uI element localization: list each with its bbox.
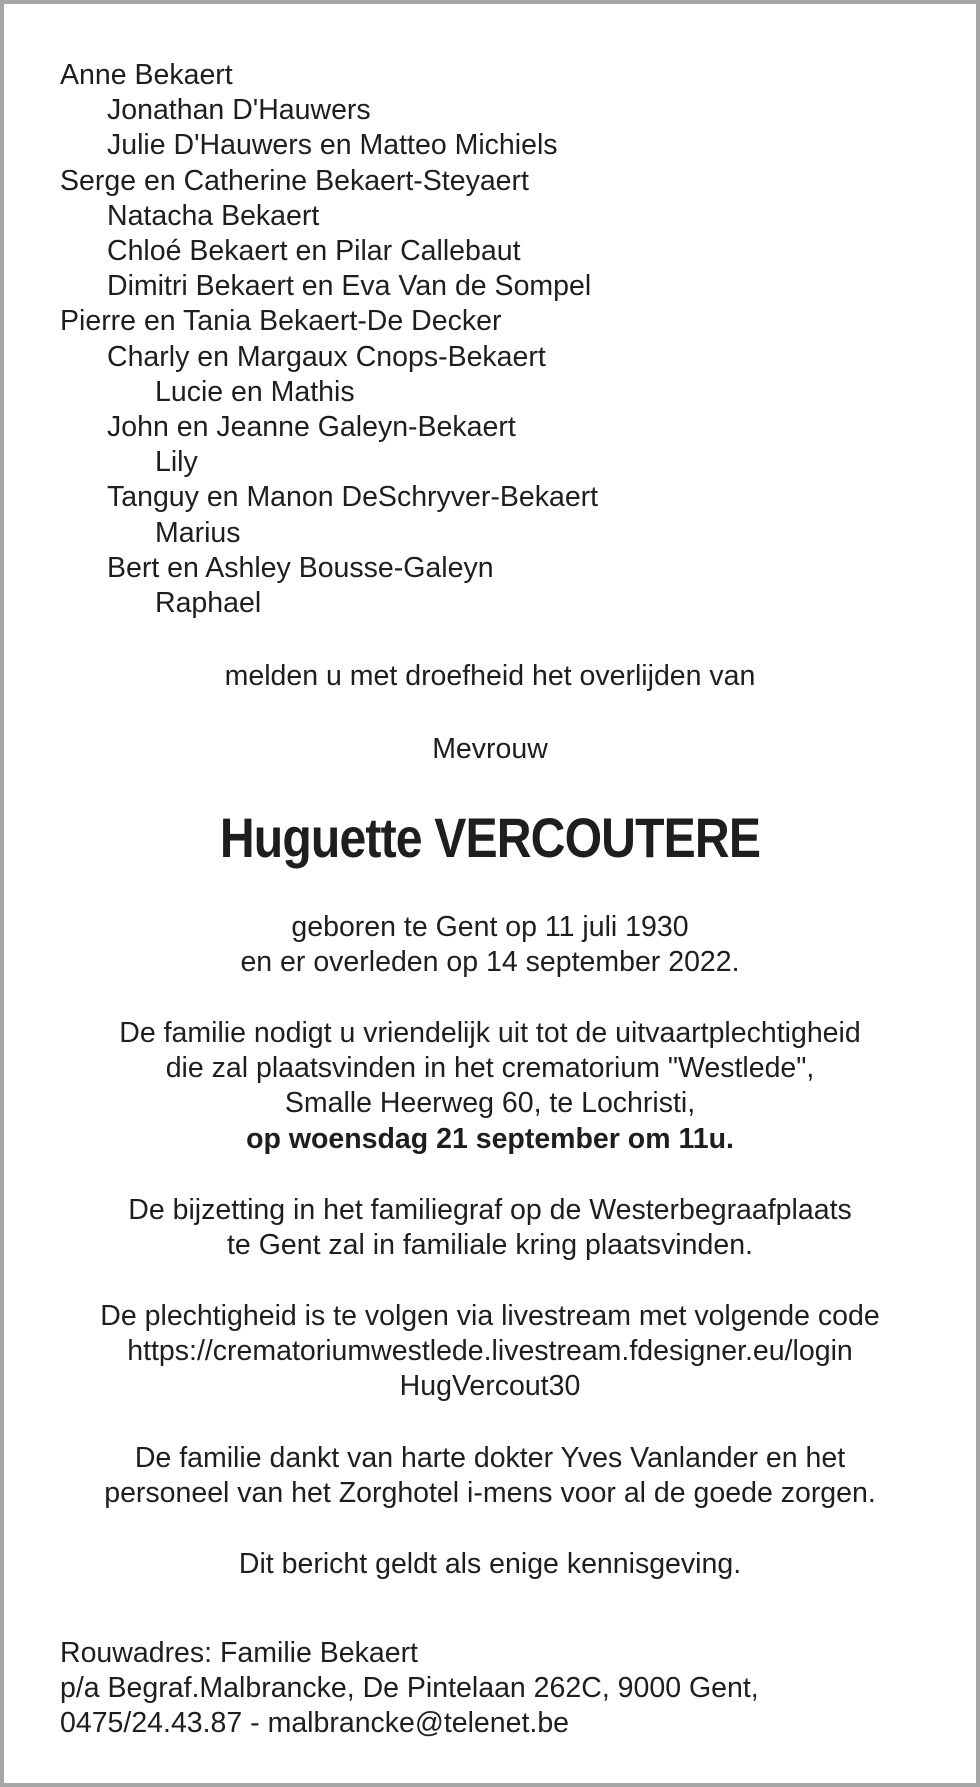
burial-info <box>4 1193 976 1263</box>
family-member: Lucie en Mathis <box>155 375 355 408</box>
announcement-intro: melden u met droefheid het overlijden van <box>224 660 756 692</box>
family-member: Lily <box>155 446 198 479</box>
family-member: Tanguy en Manon DeSchryver-Bekaert <box>107 481 599 514</box>
ceremony-date: op woensdag 21 september om 11u. <box>246 1122 734 1155</box>
deceased-name: Huguette VERCOUTERE <box>219 806 761 869</box>
mourning-address <box>60 1636 759 1742</box>
livestream-line: De plechtigheid is te volgen via livestream met volgende code <box>100 1300 880 1332</box>
family-member: Serge en Catherine Bekaert-Steyaert <box>60 164 529 197</box>
family-member: Bert en Ashley Bousse-Galeyn <box>107 551 494 584</box>
livestream-info <box>4 1299 976 1405</box>
family-member: Julie D'Hauwers en Matteo Michiels <box>107 129 558 162</box>
family-member: Dimitri Bekaert en Eva Van de Sompel <box>107 270 592 303</box>
notice-text: Dit bericht geldt als enige kennisgeving. <box>238 1548 742 1580</box>
thanks-line: personeel van het Zorghotel i-mens voor al de goede zorgen. <box>104 1477 876 1510</box>
life-dates <box>4 910 976 980</box>
ceremony-line: die zal plaatsvinden in het crematorium "Westlede", <box>165 1052 815 1085</box>
family-list <box>60 58 598 621</box>
burial-line: te Gent zal in familiale kring plaatsvinden. <box>227 1229 753 1262</box>
ceremony-line: Smalle Heerweg 60, te Lochristi, <box>284 1087 696 1120</box>
family-member: Chloé Bekaert en Pilar Callebaut <box>107 235 521 268</box>
livestream-code: HugVercout30 <box>399 1370 581 1403</box>
livestream-url: https://crematoriumwestlede.livestream.fdesigner.eu/login <box>127 1335 853 1368</box>
family-member: Charly en Margaux Cnops-Bekaert <box>107 340 546 373</box>
address-line: p/a Begraf.Malbrancke, De Pintelaan 262C, 9000 Gent, <box>60 1672 759 1705</box>
deceased-title: Mevrouw <box>432 733 548 765</box>
family-member: Raphael <box>155 587 262 620</box>
thanks-line: De familie dankt van harte dokter Yves Vanlander en het <box>134 1442 846 1474</box>
death-line: en er overleden op 14 september 2022. <box>240 946 740 979</box>
family-member: Marius <box>155 516 241 549</box>
family-member: John en Jeanne Galeyn-Bekaert <box>107 411 516 444</box>
family-member: Pierre en Tania Bekaert-De Decker <box>60 305 502 338</box>
family-member: Anne Bekaert <box>60 59 233 91</box>
thanks-message <box>4 1441 976 1511</box>
family-member: Jonathan D'Hauwers <box>107 94 371 127</box>
burial-line: De bijzetting in het familiegraf op de Westerbegraafplaats <box>128 1194 852 1226</box>
ceremony-line: De familie nodigt u vriendelijk uit tot de uitvaartplechtigheid <box>119 1017 861 1049</box>
family-member: Natacha Bekaert <box>107 199 320 232</box>
address-line: Rouwadres: Familie Bekaert <box>60 1637 418 1669</box>
birth-line: geboren te Gent op 11 juli 1930 <box>291 911 689 943</box>
address-line: 0475/24.43.87 - malbrancke@telenet.be <box>60 1707 570 1740</box>
ceremony-invitation <box>4 1016 976 1157</box>
